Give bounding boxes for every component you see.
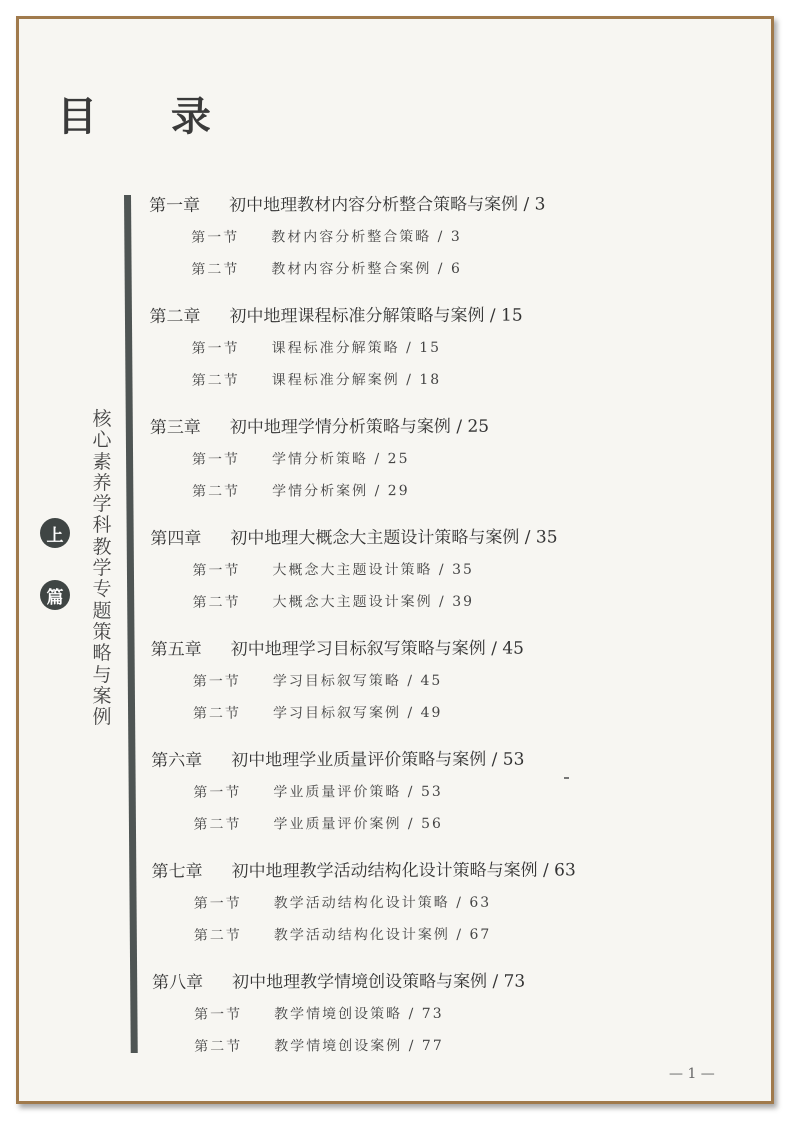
section-title: 学习目标叙写策略 / 45 <box>272 672 443 690</box>
section-number: 第一节 <box>194 1006 243 1023</box>
section-6-1[interactable] <box>193 781 443 802</box>
chapter-title: 初中地理教学情境创设策略与案例 / 73 <box>232 971 526 993</box>
section-title: 课程标准分解策略 / 15 <box>271 339 442 357</box>
section-2-2[interactable] <box>192 369 442 390</box>
chapter-5[interactable] <box>151 634 524 660</box>
section-number: 第二节 <box>191 372 240 389</box>
section-3-2[interactable] <box>192 480 410 501</box>
section-6-2[interactable] <box>193 813 443 834</box>
section-title: 学情分析策略 / 25 <box>272 451 410 468</box>
page-number: — 1 — <box>669 1066 715 1082</box>
section-1-2[interactable] <box>191 258 462 279</box>
section-title: 教材内容分析整合策略 / 3 <box>271 228 462 246</box>
section-title: 教学情境创设案例 / 77 <box>274 1037 444 1055</box>
section-title: 大概念大主题设计策略 / 35 <box>272 561 474 579</box>
chapter-number: 第三章 <box>149 417 201 438</box>
chapter-title: 初中地理教学活动结构化设计策略与案例 / 63 <box>231 860 576 882</box>
section-4-2[interactable] <box>193 591 475 612</box>
page-title: 目 录 <box>57 94 241 140</box>
chapter-title: 初中地理大概念大主题设计策略与案例 / 35 <box>230 527 558 549</box>
section-number: 第二节 <box>193 816 242 833</box>
section-5-1[interactable] <box>193 670 443 691</box>
section-title: 教学情境创设策略 / 73 <box>274 1005 444 1023</box>
book-page <box>16 16 774 1104</box>
section-7-2[interactable] <box>194 924 492 945</box>
section-number: 第二节 <box>192 594 241 611</box>
section-number: 第一节 <box>191 229 240 246</box>
section-title: 学业质量评价案例 / 56 <box>273 815 443 833</box>
section-number: 第二节 <box>192 705 242 722</box>
section-title: 课程标准分解案例 / 18 <box>271 371 442 389</box>
section-title: 教材内容分析整合案例 / 6 <box>271 260 462 278</box>
section-8-1[interactable] <box>194 1003 444 1024</box>
section-number: 第一节 <box>193 784 242 801</box>
chapter-number: 第二章 <box>149 306 201 327</box>
chapter-number: 第七章 <box>151 861 203 882</box>
chapter-1[interactable] <box>149 189 545 216</box>
section-number: 第二节 <box>191 261 240 278</box>
chapter-title: 初中地理课程标准分解策略与案例 / 15 <box>229 305 523 327</box>
section-3-1[interactable] <box>192 448 410 469</box>
section-1-1[interactable] <box>191 226 462 247</box>
chapter-number: 第四章 <box>150 528 202 549</box>
section-5-2[interactable] <box>193 702 443 723</box>
chapter-number: 第五章 <box>150 639 202 660</box>
section-number: 第一节 <box>192 562 241 579</box>
section-title: 学情分析案例 / 29 <box>272 483 410 500</box>
section-number: 第一节 <box>193 895 242 912</box>
chapter-number: 第八章 <box>152 972 204 993</box>
part-badge-char-1: 上 <box>40 518 70 548</box>
section-number: 第二节 <box>193 927 242 944</box>
chapter-8[interactable] <box>152 967 525 993</box>
chapter-4[interactable] <box>150 522 557 549</box>
chapter-3[interactable] <box>150 412 489 438</box>
section-number: 第一节 <box>192 673 241 690</box>
section-8-2[interactable] <box>194 1035 444 1056</box>
section-number: 第二节 <box>194 1038 243 1055</box>
chapter-title: 初中地理学情分析策略与案例 / 25 <box>229 416 490 438</box>
section-number: 第一节 <box>192 451 241 468</box>
chapter-number: 第一章 <box>149 195 201 216</box>
section-title: 学业质量评价策略 / 53 <box>273 783 443 801</box>
section-4-1[interactable] <box>192 559 474 580</box>
chapter-title: 初中地理学业质量评价策略与案例 / 53 <box>231 749 525 771</box>
part-title: 核心素养学科教学专题策略与案例 <box>92 408 112 729</box>
section-title: 教学活动结构化设计策略 / 63 <box>273 894 492 912</box>
chapter-title: 初中地理教材内容分析整合策略与案例 / 3 <box>229 194 546 216</box>
chapter-2[interactable] <box>149 301 522 327</box>
section-number: 第二节 <box>192 483 241 500</box>
table-of-contents <box>18 17 774 1102</box>
section-title: 教学活动结构化设计案例 / 67 <box>273 926 492 944</box>
chapter-title: 初中地理学习目标叙写策略与案例 / 45 <box>230 638 524 660</box>
print-speck <box>564 777 569 779</box>
chapter-number: 第六章 <box>151 750 203 771</box>
chapter-6[interactable] <box>151 745 524 771</box>
chapter-7[interactable] <box>152 855 576 882</box>
section-7-1[interactable] <box>194 892 492 913</box>
section-2-1[interactable] <box>192 337 442 358</box>
section-number: 第一节 <box>191 340 240 357</box>
section-title: 学习目标叙写案例 / 49 <box>272 704 443 722</box>
section-title: 大概念大主题设计案例 / 39 <box>272 593 475 611</box>
part-badge-char-2: 篇 <box>40 580 70 610</box>
